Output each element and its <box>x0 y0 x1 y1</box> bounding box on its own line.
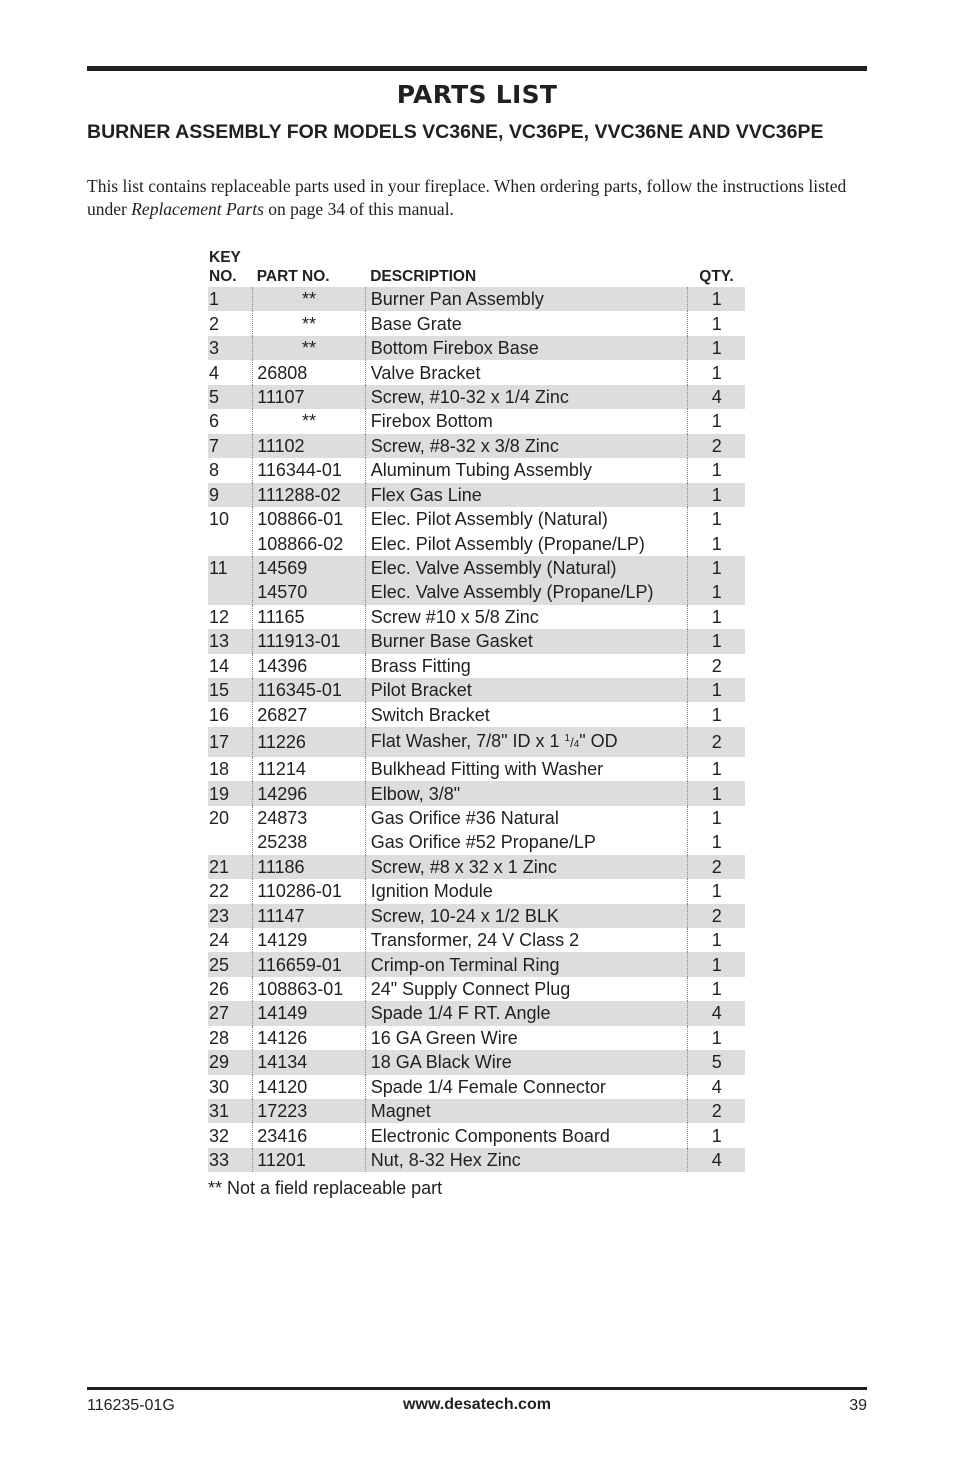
part-number-cell: 14570 <box>253 580 366 604</box>
description-cell: Elec. Valve Assembly (Natural) <box>365 556 687 580</box>
intro-text-before: This list contains replaceable parts used in your fireplace. When ordering parts, follow the instructions listed under <box>87 176 847 219</box>
part-number-cell: 14396 <box>253 654 366 678</box>
table-row <box>208 855 745 879</box>
key-cell: 17 <box>208 727 253 757</box>
qty-cell: 1 <box>687 830 745 854</box>
part-number-cell: 14120 <box>253 1075 366 1099</box>
part-number-cell: 116345-01 <box>253 678 366 702</box>
description-cell: Flex Gas Line <box>365 483 687 507</box>
description-cell: Base Grate <box>365 311 687 335</box>
table-row <box>208 781 745 805</box>
part-number-cell: 14569 <box>253 556 366 580</box>
page-title: PARTS LIST <box>396 80 558 109</box>
description-cell: Switch Bracket <box>365 702 687 726</box>
part-number-cell: 14129 <box>253 928 366 952</box>
part-number-cell: ** <box>253 311 366 335</box>
description-cell: Elec. Pilot Assembly (Natural) <box>365 507 687 531</box>
table-row <box>208 727 745 757</box>
key-cell: 27 <box>208 1001 253 1025</box>
table-row <box>208 1075 745 1099</box>
table-row <box>208 1001 745 1025</box>
description-cell: Aluminum Tubing Assembly <box>365 458 687 482</box>
table-row <box>208 483 745 507</box>
description-cell: Bulkhead Fitting with Washer <box>365 757 687 781</box>
description-cell: Valve Bracket <box>365 360 687 384</box>
qty-cell: 1 <box>687 360 745 384</box>
table-row <box>208 879 745 903</box>
description-cell: Screw, 10-24 x 1/2 BLK <box>365 904 687 928</box>
qty-cell: 1 <box>687 458 745 482</box>
qty-cell: 1 <box>687 928 745 952</box>
header-part-no: PART NO. <box>256 268 330 285</box>
part-number-cell: 11165 <box>253 605 366 629</box>
section-heading: BURNER ASSEMBLY FOR MODELS VC36NE, VC36PE, VVC36NE AND VVC36PE <box>87 121 824 143</box>
footnote: ** Not a field replaceable part <box>208 1178 443 1198</box>
description-cell: Elec. Pilot Assembly (Propane/LP) <box>365 531 687 555</box>
qty-cell: 1 <box>687 702 745 726</box>
description-cell: Bottom Firebox Base <box>365 336 687 360</box>
part-number-cell: 11147 <box>253 904 366 928</box>
qty-cell: 4 <box>687 1148 745 1172</box>
table-row <box>208 531 745 555</box>
qty-cell: 1 <box>687 605 745 629</box>
key-cell: 20 <box>209 807 230 828</box>
key-cell <box>208 580 253 604</box>
key-cell: 1 <box>208 287 253 311</box>
description-cell: Spade 1/4 Female Connector <box>365 1075 687 1099</box>
table-row <box>208 507 745 531</box>
key-cell: 9 <box>208 483 253 507</box>
key-cell: 12 <box>209 606 230 627</box>
description-cell: Brass Fitting <box>365 654 687 678</box>
bottom-rule <box>87 1387 867 1390</box>
description-cell: Elbow, 3/8" <box>365 781 687 805</box>
qty-cell: 1 <box>687 977 745 1001</box>
table-row <box>208 830 745 854</box>
key-cell: 11 <box>208 556 253 580</box>
key-cell: 4 <box>209 362 220 383</box>
table-row <box>208 409 745 433</box>
table-row <box>208 385 745 409</box>
description-cell: Electronic Components Board <box>365 1123 687 1147</box>
table-row <box>208 1099 745 1123</box>
description-cell: Crimp-on Terminal Ring <box>365 952 687 976</box>
table-row <box>208 336 745 360</box>
qty-cell: 1 <box>687 757 745 781</box>
table-row <box>208 952 745 976</box>
description-cell: Transformer, 24 V Class 2 <box>365 928 687 952</box>
parts-table-body <box>208 287 745 1172</box>
intro-text-after: on page 34 of this manual. <box>263 199 454 219</box>
table-row <box>208 1123 745 1147</box>
key-cell: 13 <box>208 629 253 653</box>
qty-cell: 4 <box>687 1075 745 1099</box>
description-cell: Pilot Bracket <box>365 678 687 702</box>
top-rule <box>87 66 867 71</box>
qty-cell: 2 <box>687 727 745 757</box>
key-cell: 8 <box>209 460 220 481</box>
part-number-cell: 11226 <box>253 727 366 757</box>
key-cell: 7 <box>208 434 253 458</box>
document-number: 116235-01G <box>87 1397 175 1414</box>
key-cell: 26 <box>209 979 230 1000</box>
part-number-cell: 17223 <box>253 1099 366 1123</box>
description-cell: 18 GA Black Wire <box>365 1050 687 1074</box>
part-number-cell: 116344-01 <box>253 458 366 482</box>
header-key-line1: KEY <box>209 249 241 266</box>
website-link[interactable]: www.desatech.com <box>403 1396 551 1413</box>
key-cell: 16 <box>209 704 230 725</box>
part-number-cell: 14149 <box>253 1001 366 1025</box>
description-cell: Screw, #8 x 32 x 1 Zinc <box>365 855 687 879</box>
key-cell: 23 <box>208 904 253 928</box>
part-number-cell: 25238 <box>253 830 366 854</box>
key-cell: 19 <box>208 781 253 805</box>
table-row <box>208 678 745 702</box>
key-cell: 25 <box>208 952 253 976</box>
description-cell: Nut, 8-32 Hex Zinc <box>365 1148 687 1172</box>
key-cell: 31 <box>208 1099 253 1123</box>
header-qty: QTY. <box>699 268 734 285</box>
table-row <box>208 702 745 726</box>
description-cell: Gas Orifice #36 Natural <box>365 806 687 830</box>
part-number-cell: 26827 <box>253 702 366 726</box>
description-cell: Flat Washer, 7/8" ID x 1 $^1$/4" OD <box>365 727 687 757</box>
description-cell: Spade 1/4 F RT. Angle <box>365 1001 687 1025</box>
table-row <box>208 757 745 781</box>
qty-cell: 1 <box>687 311 745 335</box>
key-cell: 5 <box>208 385 253 409</box>
part-number-cell: ** <box>253 336 366 360</box>
part-number-cell: 14126 <box>253 1026 366 1050</box>
table-row <box>208 928 745 952</box>
key-cell: 24 <box>209 930 230 951</box>
qty-cell: 1 <box>687 1123 745 1147</box>
intro-emphasis-link: Replacement Parts <box>131 199 264 219</box>
description-cell: Elec. Valve Assembly (Propane/LP) <box>365 580 687 604</box>
part-number-cell: 116659-01 <box>253 952 366 976</box>
key-cell: 3 <box>208 336 253 360</box>
qty-cell: 1 <box>687 629 745 653</box>
page-number: 39 <box>849 1397 867 1414</box>
qty-cell: 2 <box>687 855 745 879</box>
qty-cell: 1 <box>687 678 745 702</box>
qty-cell: 1 <box>687 531 745 555</box>
table-row <box>208 904 745 928</box>
part-number-cell: 111913-01 <box>253 629 366 653</box>
description-cell: Screw, #10-32 x 1/4 Zinc <box>365 385 687 409</box>
part-number-cell: 14296 <box>253 781 366 805</box>
table-row <box>208 458 745 482</box>
description-cell: Magnet <box>365 1099 687 1123</box>
table-row <box>208 605 745 629</box>
part-number-cell: ** <box>253 409 366 433</box>
qty-cell: 1 <box>687 806 745 830</box>
part-number-cell: 108866-01 <box>253 507 366 531</box>
key-cell: 14 <box>209 655 230 676</box>
qty-cell: 5 <box>687 1050 745 1074</box>
table-row <box>208 977 745 1001</box>
qty-cell: 1 <box>687 952 745 976</box>
part-number-cell: 111288-02 <box>253 483 366 507</box>
description-cell: Screw, #8-32 x 3/8 Zinc <box>365 434 687 458</box>
key-cell: 2 <box>209 313 220 334</box>
key-cell: 30 <box>209 1076 230 1097</box>
table-row <box>208 1026 745 1050</box>
table-header-row <box>208 248 745 287</box>
table-row <box>208 556 745 580</box>
key-cell: 21 <box>208 855 253 879</box>
description-cell: Burner Base Gasket <box>365 629 687 653</box>
key-cell: 22 <box>209 881 230 902</box>
qty-cell: 1 <box>687 507 745 531</box>
table-row <box>208 629 745 653</box>
description-cell: 24" Supply Connect Plug <box>365 977 687 1001</box>
part-number-cell: 11102 <box>253 434 366 458</box>
part-number-cell: ** <box>253 287 366 311</box>
qty-cell: 4 <box>687 385 745 409</box>
key-cell <box>208 531 253 555</box>
table-row <box>208 287 745 311</box>
table-row <box>208 1148 745 1172</box>
header-key-line2: NO. <box>209 268 237 285</box>
part-number-cell: 108866-02 <box>253 531 366 555</box>
table-row <box>208 654 745 678</box>
qty-cell: 1 <box>687 580 745 604</box>
table-row <box>208 806 745 830</box>
key-cell: 32 <box>209 1125 230 1146</box>
qty-cell: 1 <box>687 483 745 507</box>
qty-cell: 1 <box>687 1026 745 1050</box>
qty-cell: 1 <box>687 879 745 903</box>
table-row <box>208 360 745 384</box>
qty-cell: 4 <box>687 1001 745 1025</box>
key-cell: 18 <box>209 759 230 780</box>
key-cell: 33 <box>208 1148 253 1172</box>
table-row <box>208 1050 745 1074</box>
qty-cell: 2 <box>687 654 745 678</box>
qty-cell: 1 <box>687 409 745 433</box>
qty-cell: 2 <box>687 434 745 458</box>
part-number-cell: 11214 <box>253 757 366 781</box>
key-cell: 29 <box>208 1050 253 1074</box>
table-row <box>208 434 745 458</box>
key-cell: 6 <box>209 411 220 432</box>
qty-cell: 1 <box>687 287 745 311</box>
table-row <box>208 311 745 335</box>
qty-cell: 1 <box>687 781 745 805</box>
qty-cell: 1 <box>687 556 745 580</box>
part-number-cell: 24873 <box>253 806 366 830</box>
description-cell: Ignition Module <box>365 879 687 903</box>
part-number-cell: 108863-01 <box>253 977 366 1001</box>
parts-table <box>208 248 745 1172</box>
qty-cell: 2 <box>687 904 745 928</box>
part-number-cell: 14134 <box>253 1050 366 1074</box>
qty-cell: 1 <box>687 336 745 360</box>
qty-cell: 2 <box>687 1099 745 1123</box>
description-cell: Firebox Bottom <box>365 409 687 433</box>
description-cell: Screw #10 x 5/8 Zinc <box>365 605 687 629</box>
description-cell: 16 GA Green Wire <box>365 1026 687 1050</box>
table-row <box>208 580 745 604</box>
key-cell: 10 <box>209 509 230 530</box>
description-cell: Burner Pan Assembly <box>365 287 687 311</box>
key-cell: 15 <box>208 678 253 702</box>
part-number-cell: 110286-01 <box>253 879 366 903</box>
part-number-cell: 26808 <box>253 360 366 384</box>
key-cell: 28 <box>209 1027 230 1048</box>
header-description: DESCRIPTION <box>370 268 477 285</box>
key-cell <box>208 830 253 854</box>
part-number-cell: 11107 <box>253 385 366 409</box>
header-key-no <box>208 248 253 287</box>
part-number-cell: 11186 <box>253 855 366 879</box>
description-cell: Gas Orifice #52 Propane/LP <box>365 830 687 854</box>
part-number-cell: 11201 <box>253 1148 366 1172</box>
intro-paragraph <box>87 175 872 221</box>
part-number-cell: 23416 <box>253 1123 366 1147</box>
